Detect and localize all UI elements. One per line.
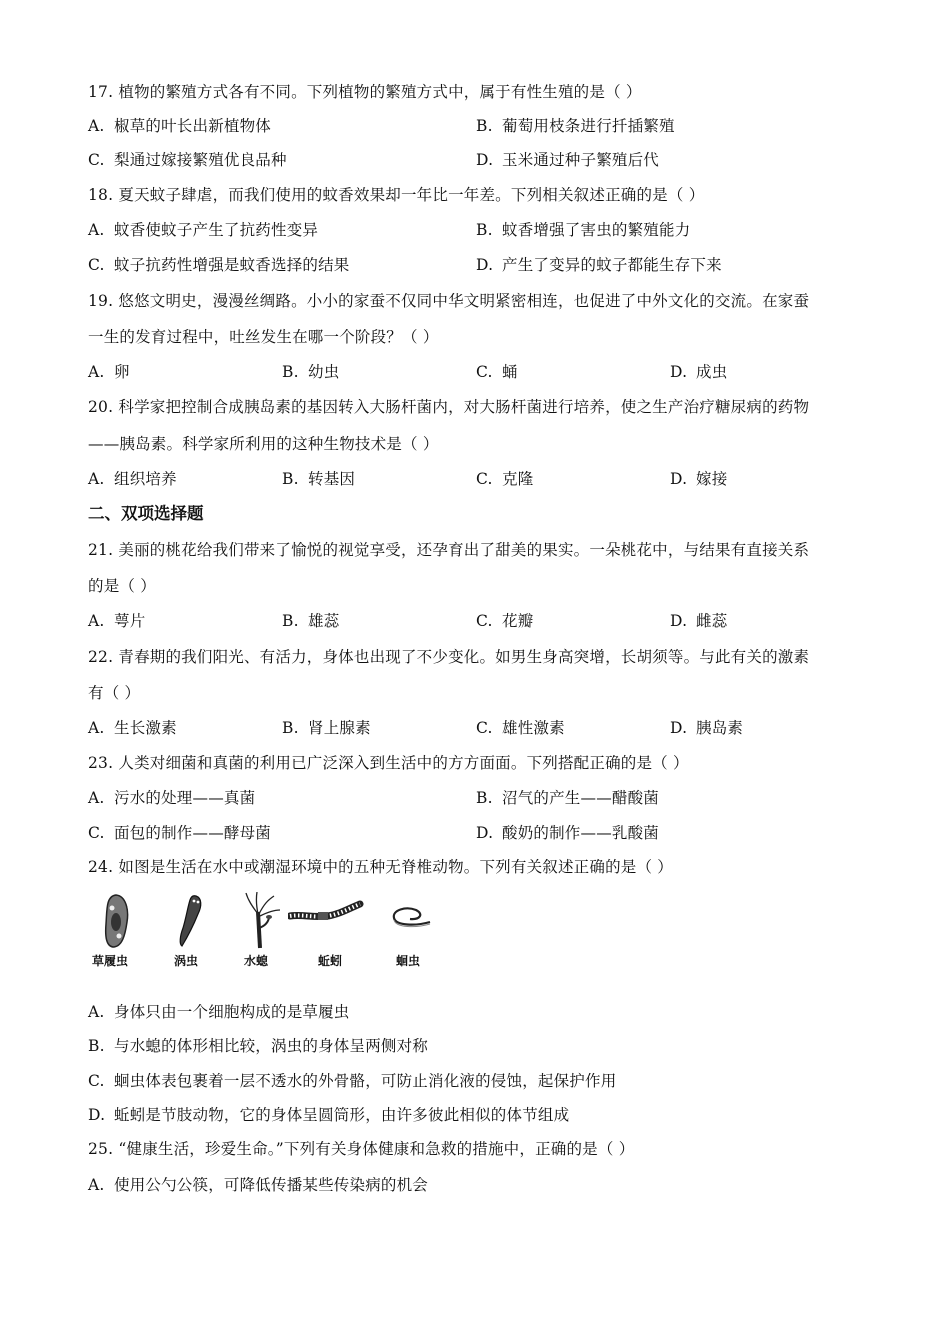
- option-text: 生长激素: [114, 719, 177, 737]
- paramecium-drawing: [96, 892, 136, 950]
- question-24-stem: 24. 如图是生活在水中或潮湿环境中的五种无脊椎动物。下列有关叙述正确的是（ ）: [88, 858, 674, 876]
- option-text: 蚯蚓是节肢动物，它的身体呈圆筒形，由许多彼此相似的体节组成: [114, 1106, 570, 1124]
- option-text: 蚊香使蚊子产生了抗药性变异: [114, 221, 319, 239]
- option-text: 玉米通过种子繁殖后代: [502, 151, 660, 169]
- option-letter: A.: [88, 363, 105, 381]
- q18-option-d[interactable]: [476, 255, 722, 275]
- question-19-stem-line1: 19. 悠悠文明史，漫漫丝绸路。小小的家蚕不仅同中华文明紧密相连，也促进了中外文化的交流。在家蚕: [88, 292, 810, 310]
- option-text: 沼气的产生——醋酸菌: [502, 789, 660, 807]
- option-letter: C.: [88, 151, 105, 169]
- earthworm-figure: [288, 892, 364, 972]
- q17-option-c[interactable]: [88, 150, 287, 170]
- option-letter: D.: [670, 612, 688, 630]
- q21-option-d[interactable]: [670, 611, 727, 631]
- roundworm-drawing: [386, 892, 436, 932]
- option-text: 使用公勺公筷，可降低传播某些传染病的机会: [114, 1176, 429, 1194]
- option-letter: C.: [476, 470, 493, 488]
- q18-option-a[interactable]: [88, 220, 318, 240]
- option-letter: C.: [476, 612, 493, 630]
- q21-option-a[interactable]: [88, 611, 145, 631]
- option-text: 酸奶的制作——乳酸菌: [502, 824, 660, 842]
- option-letter: B.: [282, 470, 299, 488]
- hydra-figure: [238, 892, 282, 972]
- option-letter: A.: [88, 719, 105, 737]
- question-21-stem-line2: 的是（ ）: [88, 577, 156, 595]
- q17-option-a[interactable]: [88, 116, 271, 136]
- option-letter: D.: [670, 719, 688, 737]
- option-letter: B.: [476, 117, 493, 135]
- q25-option-a[interactable]: [88, 1175, 428, 1195]
- option-letter: C.: [476, 363, 493, 381]
- option-letter: B.: [88, 1037, 105, 1055]
- q19-option-d[interactable]: [670, 362, 727, 382]
- q17-option-d[interactable]: [476, 150, 659, 170]
- option-text: 蚊子抗药性增强是蚊香选择的结果: [114, 256, 350, 274]
- question-21-stem-line1: 21. 美丽的桃花给我们带来了愉悦的视觉享受，还孕育出了甜美的果实。一朵桃花中，与结果有直接关系: [88, 541, 810, 559]
- option-letter: A.: [88, 789, 105, 807]
- option-letter: B.: [476, 221, 493, 239]
- q23-option-c[interactable]: [88, 823, 271, 843]
- q21-option-b[interactable]: [282, 611, 339, 631]
- q19-option-a[interactable]: [88, 362, 130, 382]
- option-letter: C.: [476, 719, 493, 737]
- figure-label-roundworm: 蛔虫: [396, 954, 421, 968]
- option-letter: A.: [88, 612, 105, 630]
- option-letter: A.: [88, 117, 105, 135]
- option-text: 身体只由一个细胞构成的是草履虫: [114, 1003, 350, 1021]
- option-letter: C.: [88, 256, 105, 274]
- option-letter: C.: [88, 1072, 105, 1090]
- option-letter: B.: [282, 363, 299, 381]
- q18-option-c[interactable]: [88, 255, 350, 275]
- q22-option-d[interactable]: [670, 718, 743, 738]
- question-17-stem: 17. 植物的繁殖方式各有不同。下列植物的繁殖方式中，属于有性生殖的是（ ）: [88, 83, 642, 101]
- earthworm-drawing: [288, 892, 364, 932]
- option-text: 组织培养: [114, 470, 177, 488]
- option-letter: D.: [88, 1106, 106, 1124]
- figure-label-planarian: 涡虫: [174, 954, 199, 968]
- option-text: 与水螅的体形相比较，涡虫的身体呈两侧对称: [114, 1037, 429, 1055]
- q21-option-c[interactable]: [476, 611, 533, 631]
- option-text: 产生了变异的蚊子都能生存下来: [502, 256, 722, 274]
- option-letter: B.: [476, 789, 493, 807]
- q23-option-b[interactable]: [476, 788, 659, 808]
- option-letter: B.: [282, 719, 299, 737]
- q24-option-b[interactable]: [88, 1036, 428, 1056]
- q20-option-c[interactable]: [476, 469, 533, 489]
- option-text: 克隆: [502, 470, 534, 488]
- invertebrates-figure: [88, 892, 448, 972]
- option-text: 幼虫: [308, 363, 340, 381]
- option-text: 卵: [114, 363, 130, 381]
- option-letter: A.: [88, 1176, 105, 1194]
- paramecium-figure: [92, 892, 136, 972]
- question-22-stem-line1: 22. 青春期的我们阳光、有活力，身体也出现了不少变化。如男生身高突增，长胡须等。与此有关的激素: [88, 648, 810, 666]
- q22-option-c[interactable]: [476, 718, 565, 738]
- q19-option-c[interactable]: [476, 362, 518, 382]
- option-letter: D.: [670, 470, 688, 488]
- option-text: 成虫: [696, 363, 728, 381]
- figure-label-hydra: 水螅: [244, 954, 269, 968]
- question-20-stem-line1: 20. 科学家把控制合成胰岛素的基因转入大肠杆菌内，对大肠杆菌进行培养，使之生产治疗糖尿病的药物: [88, 398, 810, 416]
- q18-option-b[interactable]: [476, 220, 690, 240]
- planarian-drawing: [170, 892, 210, 950]
- figure-label-paramecium: 草履虫: [92, 954, 129, 968]
- q19-option-b[interactable]: [282, 362, 339, 382]
- option-text: 蛔虫体表包裹着一层不透水的外骨骼，可防止消化液的侵蚀，起保护作用: [114, 1072, 617, 1090]
- hydra-drawing: [238, 892, 282, 950]
- option-letter: C.: [88, 824, 105, 842]
- option-letter: D.: [476, 256, 494, 274]
- option-text: 花瓣: [502, 612, 534, 630]
- q22-option-a[interactable]: [88, 718, 177, 738]
- option-text: 肾上腺素: [308, 719, 371, 737]
- q24-option-a[interactable]: [88, 1002, 350, 1022]
- q23-option-d[interactable]: [476, 823, 659, 843]
- option-letter: D.: [476, 151, 494, 169]
- option-letter: A.: [88, 1003, 105, 1021]
- q20-option-d[interactable]: [670, 469, 727, 489]
- option-letter: D.: [670, 363, 688, 381]
- question-19-stem-line2: 一生的发育过程中，吐丝发生在哪一个阶段？（ ）: [88, 328, 439, 346]
- figure-label-earthworm: 蚯蚓: [318, 954, 343, 968]
- option-text: 葡萄用枝条进行扦插繁殖: [502, 117, 675, 135]
- section-heading: 二、双项选择题: [88, 504, 204, 523]
- q24-option-c[interactable]: [88, 1071, 616, 1091]
- option-text: 嫁接: [696, 470, 728, 488]
- option-text: 胰岛素: [696, 719, 744, 737]
- q23-option-a[interactable]: [88, 788, 255, 808]
- planarian-figure: [170, 892, 210, 972]
- option-text: 面包的制作——酵母菌: [114, 824, 272, 842]
- option-text: 萼片: [114, 612, 146, 630]
- question-23-stem: 23. 人类对细菌和真菌的利用已广泛深入到生活中的方方面面。下列搭配正确的是（ ）: [88, 754, 689, 772]
- q20-option-a[interactable]: [88, 469, 177, 489]
- question-25-stem: 25. “健康生活，珍爱生命。”下列有关身体健康和急救的措施中，正确的是（ ）: [88, 1140, 635, 1158]
- option-text: 椒草的叶长出新植物体: [114, 117, 272, 135]
- option-text: 雌蕊: [696, 612, 728, 630]
- option-text: 转基因: [308, 470, 356, 488]
- option-letter: D.: [476, 824, 494, 842]
- question-22-stem-line2: 有（ ）: [88, 684, 141, 702]
- option-letter: A.: [88, 470, 105, 488]
- question-18-stem: 18. 夏天蚊子肆虐，而我们使用的蚊香效果却一年比一年差。下列相关叙述正确的是（ ）: [88, 186, 705, 204]
- roundworm-figure: [386, 892, 436, 972]
- option-letter: B.: [282, 612, 299, 630]
- option-text: 雄蕊: [308, 612, 340, 630]
- option-text: 雄性激素: [502, 719, 565, 737]
- q22-option-b[interactable]: [282, 718, 371, 738]
- option-letter: A.: [88, 221, 105, 239]
- option-text: 污水的处理——真菌: [114, 789, 256, 807]
- option-text: 梨通过嫁接繁殖优良品种: [114, 151, 287, 169]
- q17-option-b[interactable]: [476, 116, 675, 136]
- option-text: 蚊香增强了害虫的繁殖能力: [502, 221, 691, 239]
- option-text: 蛹: [502, 363, 518, 381]
- question-20-stem-line2: ——胰岛素。科学家所利用的这种生物技术是（ ）: [88, 435, 439, 453]
- q20-option-b[interactable]: [282, 469, 355, 489]
- q24-option-d[interactable]: [88, 1105, 569, 1125]
